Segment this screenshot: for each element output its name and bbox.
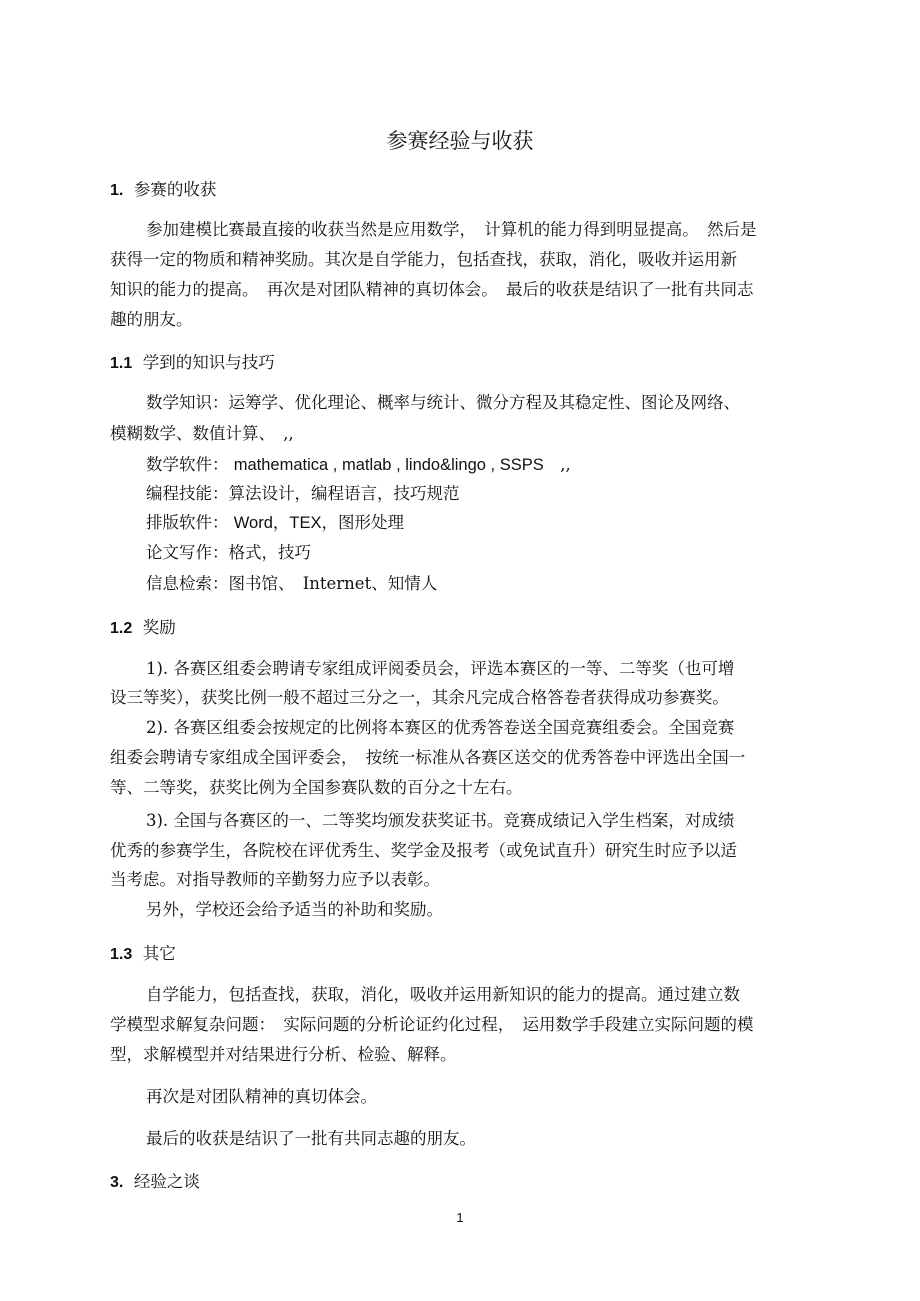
award-line-1: 1). 各赛区组委会聘请专家组成评阅委员会，评选本赛区的一等、二等奖（也可增 [146, 659, 735, 678]
skill-value: 图书馆、 Internet、知情人 [228, 574, 438, 593]
knowledge-line-1: 数学知识：运筹学、优化理论、概率与统计、微分方程及其稳定性、图论及网络、 [146, 393, 740, 412]
skill-label: 排版软件： [146, 513, 229, 532]
other-paragraph-3: 最后的收获是结识了一批有共同志趣的朋友。 [146, 1129, 476, 1148]
software-value: mathematica , matlab , lindo&lingo , SSPS [233, 456, 544, 474]
skill-item [146, 574, 437, 594]
section-1-3-heading [110, 944, 176, 965]
skill-item [146, 513, 404, 533]
award-line-7: 优秀的参赛学生，各院校在评优秀生、奖学金及报考（或免试直升）研究生时应予以适 [110, 841, 737, 860]
other-line-3: 型，求解模型并对结果进行分析、检验、解释。 [110, 1045, 457, 1064]
award-line-6: 3). 全国与各赛区的一、二等奖均颁发获奖证书。竞赛成绩记入学生档案，对成绩 [146, 811, 735, 830]
section-1-1-title: 学到的知识与技巧 [142, 353, 275, 372]
section-1-2-number: 1.2 [110, 620, 133, 637]
award-line-5: 等、二等奖，获奖比例为全国参赛队数的百分之十左右。 [110, 778, 523, 797]
section-3-number: 3. [110, 1174, 124, 1191]
skill-label: 论文写作： [146, 543, 229, 562]
award-line-2: 设三等奖），获奖比例一般不超过三分之一，其余凡完成合格答卷者获得成功参赛奖。 [110, 688, 729, 707]
skill-value: Word，TEX，图形处理 [233, 514, 404, 532]
skill-label: 编程技能： [146, 484, 229, 503]
section-1-1-number: 1.1 [110, 355, 133, 372]
award-line-4: 组委会聘请专家组成全国评委会， 按统一标准从各赛区送交的优秀答卷中评选出全国一 [110, 748, 746, 767]
knowledge-line-2: 模糊数学、数值计算、 ,, [110, 424, 294, 443]
section-1-2-heading [110, 618, 176, 639]
section-3-heading [110, 1172, 200, 1193]
page-number: 1 [456, 1210, 464, 1225]
software-label: 数学软件： [146, 455, 229, 474]
award-line-8: 当考虑。对指导教师的辛勤努力应予以表彰。 [110, 870, 440, 889]
skill-value: 格式，技巧 [228, 543, 311, 562]
section-1-line-3: 知识的能力的提高。 再次是对团队精神的真切体会。 最后的收获是结识了一批有共同志 [110, 280, 754, 299]
software-tail: ,, [543, 455, 571, 474]
other-line-2: 学模型求解复杂问题： 实际问题的分析论证约化过程， 运用数学手段建立实际问题的模 [110, 1015, 754, 1034]
section-1-heading [110, 180, 216, 201]
award-line-3: 2). 各赛区组委会按规定的比例将本赛区的优秀答卷送全国竞赛组委会。全国竞赛 [146, 718, 735, 737]
skill-item [146, 484, 460, 504]
skill-value: 算法设计，编程语言，技巧规范 [228, 484, 460, 503]
other-paragraph-2: 再次是对团队精神的真切体会。 [146, 1087, 377, 1106]
skill-label: 信息检索： [146, 574, 229, 593]
award-line-9: 另外，学校还会给予适当的补助和奖励。 [146, 900, 443, 919]
section-1-title: 参赛的收获 [133, 180, 217, 199]
other-line-1: 自学能力，包括查找，获取，消化，吸收并运用新知识的能力的提高。通过建立数 [146, 985, 740, 1004]
skill-item [146, 543, 311, 563]
section-1-line-4: 趣的朋友。 [110, 310, 193, 329]
document-title: 参赛经验与收获 [386, 129, 534, 153]
section-1-1-heading [110, 353, 275, 374]
section-1-number: 1. [110, 182, 124, 199]
section-3-title: 经验之谈 [133, 1172, 200, 1191]
section-1-line-1: 参加建模比赛最直接的收获当然是应用数学， 计算机的能力得到明显提高。 然后是 [146, 220, 757, 239]
section-1-3-number: 1.3 [110, 946, 133, 963]
section-1-2-title: 奖励 [142, 618, 176, 637]
section-1-3-title: 其它 [142, 944, 176, 963]
software-line [146, 455, 571, 475]
section-1-line-2: 获得一定的物质和精神奖励。其次是自学能力，包括查找，获取，消化，吸收并运用新 [110, 250, 737, 269]
